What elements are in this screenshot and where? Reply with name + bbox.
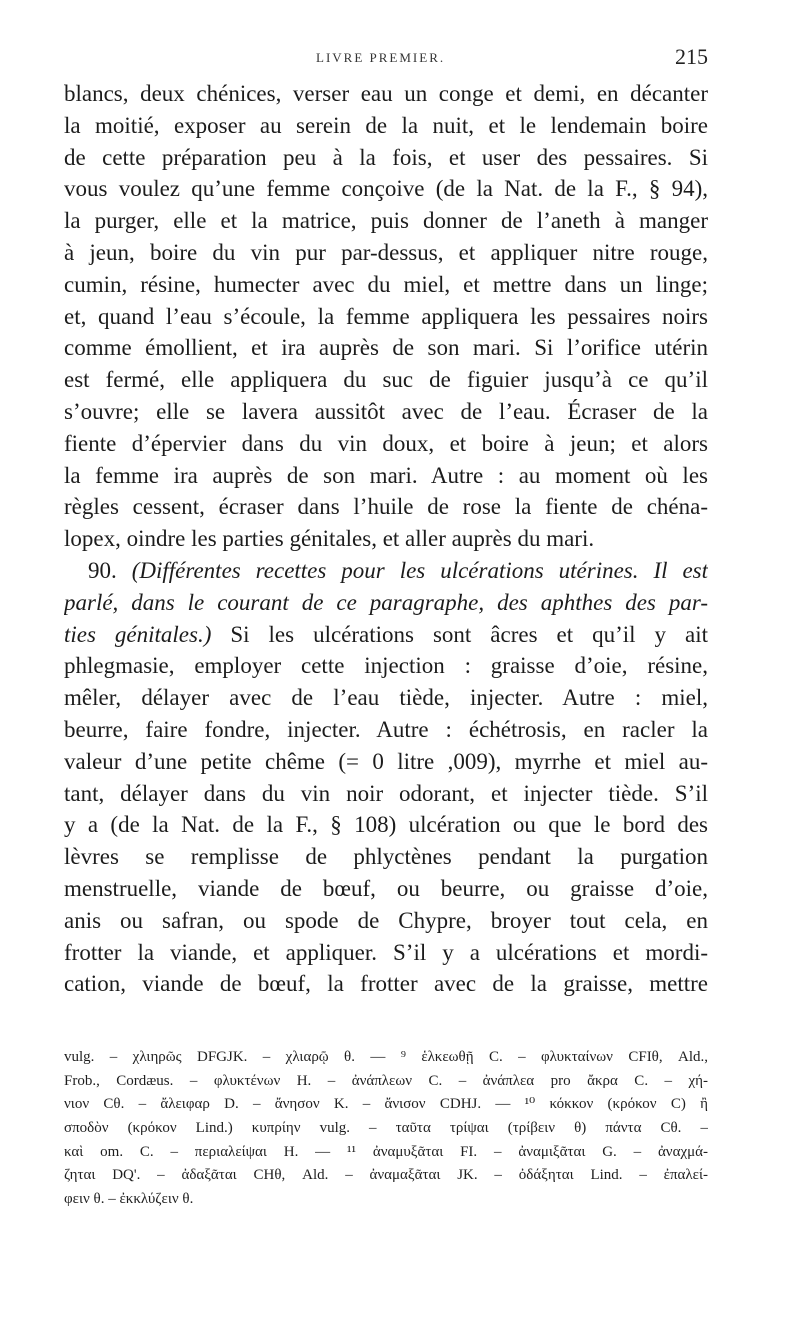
footnotes bbox=[64, 1046, 708, 1212]
text-line: beurre, faire fondre, injecter. Autre : échétrosis, en racler la bbox=[64, 716, 708, 742]
running-head: LIVRE PREMIER. bbox=[316, 50, 446, 65]
section-heading: parlé, dans le courant de ce paragraphe, des aphthes des par- bbox=[64, 589, 708, 615]
text-line: lèvres se remplisse de phlyctènes pendant la purgation bbox=[64, 844, 708, 870]
text-line: y a (de la Nat. de la F., § 108) ulcération ou que le bord des bbox=[64, 812, 708, 838]
text-line: comme émollient, et ira auprès de son mari. Si l’orifice utérin bbox=[64, 335, 708, 361]
text-line: frotter la viande, et appliquer. S’il y a ulcérations et mordi- bbox=[64, 939, 708, 965]
text-line: est fermé, elle appliquera du suc de figuier jusqu’à ce qu’il bbox=[64, 367, 708, 393]
text-line: à jeun, boire du vin pur par-dessus, et appliquer nitre rouge, bbox=[64, 239, 708, 265]
section-heading: (Différentes recettes pour les ulcérations utérines. Il est bbox=[131, 557, 708, 583]
text-line: la femme ira auprès de son mari. Autre : au moment où les bbox=[64, 462, 708, 488]
text-line: s’ouvre; elle se lavera aussitôt avec de l’eau. Écraser de la bbox=[64, 398, 708, 424]
page-number: 215 bbox=[675, 44, 708, 69]
footnote-line: Frob., Cordæus. – φλυκτένων H. – ἀνάπλεων C. – ἀνάπλεα pro ἄκρα C. – χή- bbox=[64, 1072, 708, 1089]
text-line: phlegmasie, employer cette injection : graisse d’oie, résine, bbox=[64, 653, 708, 679]
footnote-line: ζηται DQ'. – ἀδαξᾶται CHθ, Ald. – ἀναμαξᾶται JK. – ὀδάξηται Lind. – ἐπαλεί- bbox=[64, 1167, 708, 1184]
text-line: règles cessent, écraser dans l’huile de rose la fiente de chéna- bbox=[64, 494, 708, 520]
text-line: cumin, résine, humecter avec du miel, et mettre dans un linge; bbox=[64, 271, 708, 297]
footnote-line: σποδὸν (κρόκον Lind.) κυπρίην vulg. – ταῦτα τρίψαι (τρίβειν θ) πάντα Cθ. – bbox=[64, 1120, 708, 1137]
footnote-line: φειν θ. – ἐκκλύζειν θ. bbox=[64, 1191, 194, 1208]
text-line: la purger, elle et la matrice, puis donner de l’aneth à manger bbox=[64, 208, 708, 234]
section-heading-line bbox=[64, 555, 708, 587]
section-heading-line bbox=[64, 587, 708, 619]
section-number: 90. bbox=[88, 557, 117, 583]
text-line: blancs, deux chénices, verser eau un conge et demi, en décanter bbox=[64, 81, 708, 106]
text-line: valeur d’une petite chême (= 0 litre ,009), myrrhe et miel au- bbox=[64, 748, 708, 774]
footnote-line: vulg. – χλιηρῶς DFGJK. – χλιαρῷ θ. — ⁹ ἑλκεωθῇ C. – φλυκταίνων CFIθ, Ald., bbox=[64, 1049, 708, 1065]
footnote-line: νιον Cθ. – ἄλειφαρ D. – ἄνησον K. – ἄνισον CDHJ. — ¹⁰ κόκκον (κρόκον C) ἢ bbox=[64, 1096, 708, 1113]
page-header bbox=[64, 44, 708, 72]
text-line: vous voulez qu’une femme conçoive (de la Nat. de la F., § 94), bbox=[64, 176, 708, 202]
text-line: tant, délayer dans du vin noir odorant, et injecter tiède. S’il bbox=[64, 780, 708, 806]
text-line: lopex, oindre les parties génitales, et aller auprès du mari. bbox=[64, 526, 595, 552]
section-text-start: Si les ulcérations sont âcres et qu’il y ait bbox=[211, 621, 708, 647]
text-line: mêler, délayer avec de l’eau tiède, injecter. Autre : miel, bbox=[64, 685, 708, 711]
text-line: cation, viande de bœuf, la frotter avec de la graisse, mettre bbox=[64, 971, 708, 997]
main-text bbox=[64, 78, 708, 1000]
text-line: de cette préparation peu à la fois, et user des pessaires. Si bbox=[64, 144, 708, 170]
text-line: menstruelle, viande de bœuf, ou beurre, ou graisse d’oie, bbox=[64, 875, 708, 901]
text-line: la moitié, exposer au serein de la nuit, et le lendemain boire bbox=[64, 112, 708, 138]
text-line: anis ou safran, ou spode de Chypre, broyer tout cela, en bbox=[64, 907, 708, 933]
footnote-line: καὶ om. C. – περιαλείψαι H. — ¹¹ ἀναμυξᾶται FI. – ἀναμιξᾶται G. – ἀναχμά- bbox=[64, 1143, 708, 1160]
section-heading-line bbox=[64, 619, 708, 651]
text-line: fiente d’épervier dans du vin doux, et boire à jeun; et alors bbox=[64, 430, 708, 456]
text-line: et, quand l’eau s’écoule, la femme appliquera les pessaires noirs bbox=[64, 303, 708, 329]
section-heading-end: ties génitales.) bbox=[64, 621, 212, 647]
